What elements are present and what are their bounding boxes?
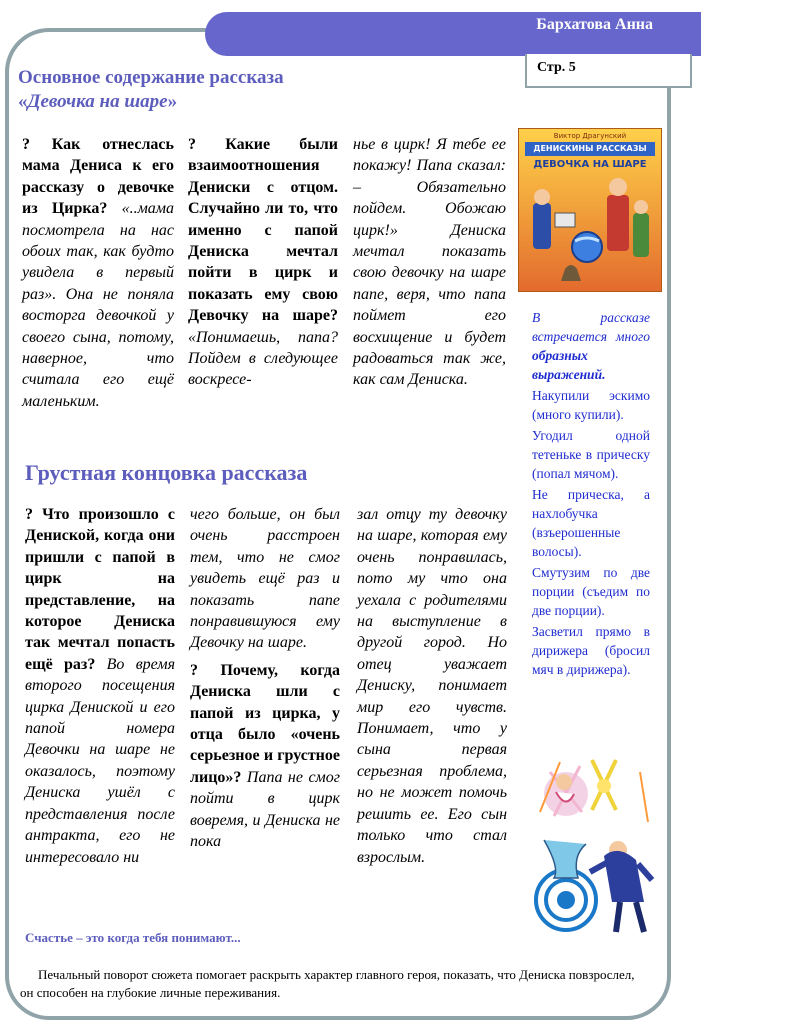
question-circus: ? Что произошло с Дениской, когда они пришли с папой в цирк на представление, на которое Дениска так мечтал попасть ещё раз?	[25, 506, 175, 673]
expression-item: Угодил одной тетеньке в прическу (попал мячом).	[532, 428, 650, 481]
story-name: Девочка на шаре	[27, 91, 168, 112]
answer-mom: «..мама посмотрела на нас обоих так, как будто увидела в первый раз». Она не поняла восторга девочкой у своего сына, потому, наверное, что считала его ещё маленьким.	[22, 200, 175, 410]
section1-title-line2	[18, 90, 498, 114]
section1-column-2	[188, 134, 338, 391]
book-cover-image	[518, 128, 662, 292]
expression-item: Не прическа, а нахлобучка (взъерошенные волосы).	[532, 487, 650, 559]
title-quote-open: «	[18, 91, 28, 112]
section2-column-2	[190, 504, 340, 853]
circus-illustration	[520, 752, 662, 944]
section1-title	[18, 66, 498, 114]
book-cover-illustration	[519, 129, 661, 291]
expression-item: Смутузим по две порции (съедим по две порции).	[532, 565, 650, 618]
section2-title: Грустная концовка рассказа	[25, 460, 308, 485]
quote-happiness: Счастье – это когда тебя понимают...	[25, 930, 241, 945]
summary-text: Печальный поворот сюжета помогает раскрыть характер главного героя, показать, что Дениска повзрослел, он способен на глубокие личные переживания.	[20, 967, 635, 1000]
answer-circus-part2: чего больше, он был очень расстроен тем, что не смог увидеть ещё раз и показать папе понравившуюся ему Девочку на шаре.	[190, 506, 340, 652]
answer-serious-face-part2: зал отцу ту девочку на шаре, которая ему очень понравилась, пото му что она уехала с родителями на выступление в другой город. Но отец уважает Дениску, понимает мир его чувств. Понимает, что у сына первая серьезная проблема, но не может помочь решить ее. Его сын только что стал взрослым.	[357, 506, 507, 866]
summary-paragraph	[20, 966, 650, 1002]
author-banner	[205, 12, 701, 56]
answer-father-part2: нье в цирк! Я тебе ее покажу! Папа сказал: – Обязательно пойдем. Обожаю цирк!» Дениска мечтал показать свою девочку на шаре папе, веря, что папа поймет его восхищение и будет радоваться так же, как сам Дениска.	[353, 136, 506, 389]
section1-title-line1: Основное содержание рассказа	[18, 67, 284, 88]
book-title: ДЕВОЧКА НА ШАРЕ	[533, 159, 647, 170]
author-name: Бархатова Анна	[536, 16, 653, 33]
answer-serious-face-part1: Папа не смог пойти в цирк вовремя, и Дениска не пока	[190, 768, 341, 851]
sidebar-intro-text: В рассказе встречается много	[532, 310, 650, 344]
sidebar-intro	[532, 308, 650, 384]
expression-item: Накупили эскимо (много купили).	[532, 388, 650, 422]
book-series: ДЕНИСКИНЫ РАССКАЗЫ	[525, 142, 655, 156]
page-number: Стр. 5	[537, 60, 576, 75]
title-quote-close: »	[167, 91, 178, 112]
expression-item: Засветил прямо в дирижера (бросил мяч в дирижера).	[532, 624, 650, 677]
sidebar-expressions	[532, 308, 650, 681]
answer-father-part1: «Понимаешь, папа? Пойдем в следующее воскресе-	[188, 328, 338, 389]
question-father: ? Какие были взаимоотношения Дениски с отцом. Случайно ли то, что именно с папой Дениска мечтал пойти в цирк и показать ему свою Девочку на шаре?	[188, 136, 338, 325]
book-author: Виктор Драгунский	[553, 132, 627, 140]
question-mom: ? Как отнеслась мама Дениса к его рассказу о девочке из Цирка?	[22, 136, 174, 218]
sidebar-intro-bold: образных выражений.	[532, 348, 606, 382]
page-number-box	[525, 54, 692, 88]
question-serious-face: ? Почему, когда Дениска шли с папой из цирка, у отца было «очень серьезное и грустное лицо»?	[190, 661, 340, 786]
section2-column-3	[357, 504, 507, 868]
answer-circus-part1: Во время второго посещения цирка Дениской и его папой номера Девочки на шаре не оказалось, поэтому Дениска ушёл с представления после антракта, его не интересовало ни	[25, 655, 176, 866]
section1-column-3	[353, 134, 506, 391]
section1-column-1	[22, 134, 174, 412]
section2-column-1	[25, 504, 175, 868]
